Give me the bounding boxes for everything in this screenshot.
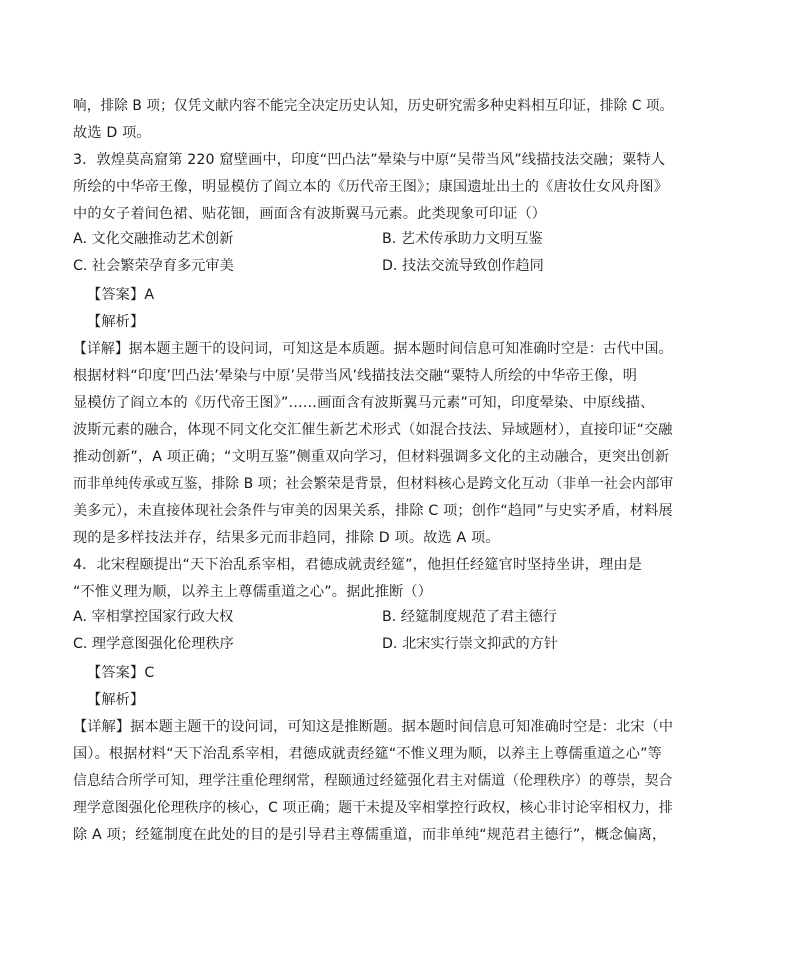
option-c: C. 理学意图强化伦理秩序 [73, 636, 234, 652]
question-stem-line: 中的女子着间色裙、贴花钿，画面含有波斯翼马元素。此类现象可印证（） [73, 206, 547, 222]
option-d: D. 技法交流导致创作趋同 [382, 258, 544, 274]
detail-line: 而非单纯传承或互鉴，排除 B 项；社会繁荣是背景，但材料核心是跨文化互动（非单一社会内部审 [73, 476, 674, 492]
detail-line: 信息结合所学可知，理学注重伦理纲常，程颐通过经筵强化君主对儒道（伦理秩序）的尊崇，契合 [73, 773, 673, 789]
question-4 [73, 552, 673, 849]
detail-line: 美多元），未直接体现社会条件与审美的因果关系，排除 C 项；创作“趋同”与史实矛盾，材料展 [73, 503, 673, 519]
option-a: A. 文化交融推动艺术创新 [73, 231, 234, 247]
detail-line: 波斯元素的融合，体现不同文化交汇催生新艺术形式（如混合技法、异域题材），直接印证“交融 [73, 422, 673, 438]
detail-line: 理学意图强化伦理秩序的核心，C 项正确；题干未提及宰相掌控行政权，核心非讨论宰相权力，排 [73, 800, 673, 816]
text-line: 响，排除 B 项；仅凭文献内容不能完全决定历史认知，历史研究需多种史料相互印证，排除 C 项。 [73, 98, 674, 114]
options-row [73, 606, 673, 633]
options-row [73, 255, 673, 282]
analysis-label: 【解析】 [87, 314, 145, 330]
answer-label: 【答案】A [87, 287, 155, 303]
question-stem-line: 3．敦煌莫高窟第 220 窟壁画中，印度“凹凸法”晕染与中原“吴带当风”线描技法交融；粟特人 [73, 152, 666, 168]
options-row [73, 633, 673, 660]
answer-label: 【答案】C [87, 665, 155, 681]
option-c: C. 社会繁荣孕育多元审美 [73, 258, 234, 274]
options-row [73, 228, 673, 255]
text-line: 故选 D 项。 [73, 125, 151, 141]
question-stem-line: 所绘的中华帝王像，明显模仿了阎立本的《历代帝王图》；康国遗址出土的《唐妆仕女风舟图》 [73, 179, 669, 195]
question-stem-line: 4．北宋程颐提出“天下治乱系宰相，君德成就责经筵”，他担任经筵官时坚持坐讲，理由是 [73, 557, 643, 573]
document-body [73, 93, 673, 849]
detail-line: 除 A 项；经筵制度在此处的目的是引导君主尊儒重道，而非单纯“规范君主德行”，概念偏离， [73, 827, 667, 843]
question-stem-line: “不惟义理为顺，以养主上尊儒重道之心”。据此推断（） [73, 584, 433, 600]
option-b: B. 艺术传承助力文明互鉴 [382, 231, 543, 247]
question-3 [73, 147, 673, 552]
analysis-label: 【解析】 [87, 692, 145, 708]
option-d: D. 北宋实行崇文抑武的方针 [382, 636, 559, 652]
option-b: B. 经筵制度规范了君主德行 [382, 609, 557, 625]
detail-line: 推动创新”，A 项正确；“文明互鉴”侧重双向学习，但材料强调多文化的主动融合，更突出创新 [73, 449, 670, 465]
detail-line: 现的是多样技法并存，结果多元而非趋同，排除 D 项。故选 A 项。 [73, 530, 500, 546]
detail-line: 【详解】据本题主题干的设问词，可知这是本质题。据本题时间信息可知准确时空是：古代中国。 [73, 341, 673, 357]
detail-line: 显模仿了阎立本的《历代帝王图》”……画面含有波斯翼马元素”可知，印度晕染、中原线描、 [73, 395, 655, 411]
detail-line: 【详解】据本题主题干的设问词，可知这是推断题。据本题时间信息可知准确时空是：北宋（中 [73, 719, 674, 735]
detail-line: 根据材料“印度’凹凸法’晕染与中原’吴带当风’线描技法交融“粟特人所绘的中华帝王像，明 [73, 368, 638, 384]
option-a: A. 宰相掌控国家行政大权 [73, 609, 234, 625]
detail-line: 国）。根据材料“天下治乱系宰相，君德成就责经筵“不惟义理为顺，以养主上尊儒重道之心”等 [73, 746, 662, 762]
